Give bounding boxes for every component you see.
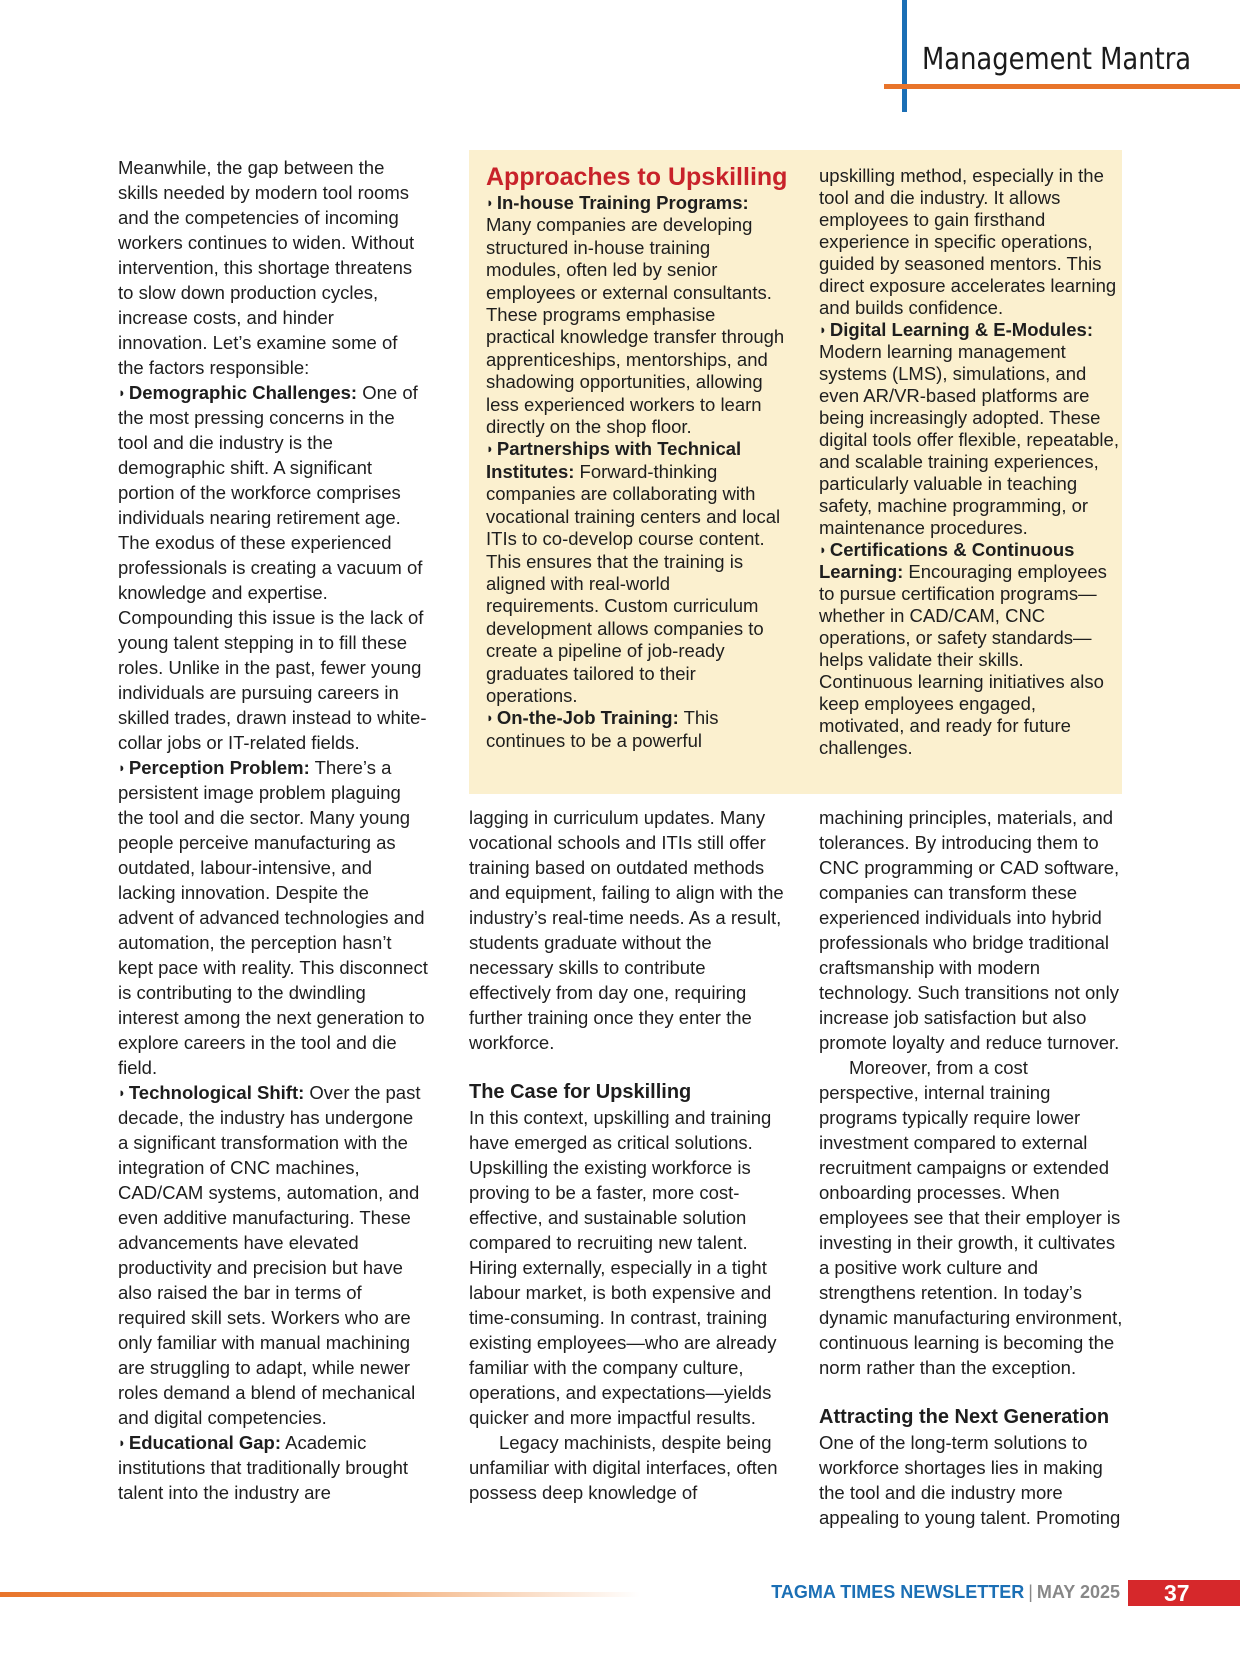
bullet-icon: ◗ [486, 441, 494, 457]
digital-text: Modern learning management systems (LMS), simulations, and even AR/VR-based platforms are being increasingly adopted. These digital tools offer flexible, repeatable, and scalable training experiences, particularly valuable in teaching safety, machine programming, or maintenance procedures. [819, 341, 1119, 538]
spacer [469, 1055, 785, 1080]
footer-masthead [771, 1582, 1120, 1603]
case-paragraph-1: In this context, upskilling and training have emerged as critical solutions. Upskilling the existing workforce is proving to be a faster, more cost-effective, and sustainable solution compared to recruiting new talent. Hiring externally, especially in a tight labour market, is both expensive and time-consuming. In contrast, training existing employees—who are already familiar with the company culture, operations, and expectations—yields quicker and more impactful results. [469, 1107, 777, 1428]
bullet-icon: ◗ [819, 322, 827, 337]
bullet-icon: ◗ [118, 760, 126, 775]
bullet-text: There’s a persistent image problem plaguing the tool and die sector. Many young people perceive manufacturing as outdated, labour-intensive, and lacking innovation. Despite the advent of advanced technologies and automation, the perception hasn’t kept pace with reality. This disconnect is contributing to the dwindling interest among the next generation to explore careers in the tool and die field. [118, 757, 428, 1078]
bullet-icon: ◗ [118, 385, 126, 400]
column-3 [819, 805, 1127, 1530]
bullet-digital [819, 319, 1119, 341]
bullet-text: This continues to be a powerful [486, 707, 719, 751]
spacer [819, 1380, 1127, 1405]
bullet-icon: ◗ [118, 1085, 126, 1100]
bullet-inhouse [486, 192, 788, 214]
column-1 [118, 155, 428, 1505]
bullet-text: One of the most pressing concerns in the tool and die industry is the demographic shift. A significant portion of the workforce comprises individuals nearing retirement age. The exodus of these experienced professionals is creating a vacuum of knowledge and expertise. Compounding this issue is the lack of young talent stepping in to fill these roles. Unlike in the past, fewer young individuals are pursuing careers in skilled trades, drawn instead to white-collar jobs or IT-related fields. [118, 382, 427, 753]
bullet-technological [118, 1080, 428, 1430]
intro-paragraph: Meanwhile, the gap between the skills needed by modern tool rooms and the competencies of incoming workers continues to widen. Without intervention, this shortage threatens to slow down production cycles, increase costs, and hinder innovation. Let’s examine some of the factors responsible: [118, 157, 415, 378]
bullet-text: Over the past decade, the industry has undergone a significant transformation with the integration of CNC machines, CAD/CAM systems, automation, and even additive manufacturing. These advancements have elevated productivity and precision but have also raised the bar in terms of required skill sets. Workers who are only familiar with manual machining are struggling to adapt, while newer roles demand a blend of mechanical and digital competencies. [118, 1082, 421, 1428]
bullet-title: Technological Shift: [128, 1082, 305, 1103]
footer-separator: | [1028, 1582, 1033, 1602]
page-number: 37 [1128, 1580, 1240, 1606]
footer-date: MAY 2025 [1036, 1582, 1120, 1602]
bullet-icon: ◗ [486, 195, 494, 210]
bullet-icon: ◗ [819, 542, 827, 557]
footer-rule [0, 1592, 640, 1597]
next-generation-paragraph: One of the long-term solutions to workforce shortages lies in making the tool and die industry more appealing to young talent. Promoting [819, 1432, 1121, 1528]
bullet-icon: ◗ [118, 1435, 126, 1450]
educational-gap-continued: lagging in curriculum updates. Many vocational schools and ITIs still offer training based on outdated methods and equipment, failing to align with the industry’s real-time needs. As a result, students graduate without the necessary skills to contribute effectively from day one, requiring further training once they enter the workforce. [469, 807, 784, 1053]
ojt-continued: upskilling method, especially in the tool and die industry. It allows employees to gain firsthand experience in specific operations, guided by seasoned mentors. This direct exposure accelerates learning and builds confidence. [819, 165, 1117, 318]
bullet-title: Digital Learning & E-Modules: [829, 319, 1093, 340]
bullet-title: Demographic Challenges: [128, 382, 358, 403]
bullet-perception [118, 755, 428, 1080]
sidebar-column-2 [819, 165, 1119, 759]
sidebar-title: Approaches to Upskilling [486, 163, 788, 191]
bullet-text: Encouraging employees to pursue certification programs—whether in CAD/CAM, CNC operations, or safety standards—helps validate their skills. Continuous learning initiatives also keep employees engaged, motivated, and ready for future challenges. [819, 561, 1107, 758]
col3-paragraph-2: Moreover, from a cost perspective, internal training programs typically require lower investment compared to external recruitment campaigns or extended onboarding processes. When employees see that their employer is investing in their growth, it cultivates a positive work culture and strengthens retention. In today’s dynamic manufacturing environment, continuous learning is becoming the norm rather than the exception. [819, 1057, 1123, 1378]
section-title: Management Mantra [922, 42, 1192, 77]
footer-brand: TAGMA TIMES NEWSLETTER [771, 1582, 1025, 1602]
header-horizontal-rule [884, 84, 1240, 89]
bullet-title: Certifications & Continuous Learning: [819, 539, 1075, 582]
bullet-demographic [118, 380, 428, 755]
inhouse-text: Many companies are developing structured in-house training modules, often led by senior employees or external consultants. These programs emphasise practical knowledge transfer through apprenticeships, mentorships, and shadowing opportunities, allowing less experienced workers to learn directly on the shop floor. [486, 214, 785, 438]
bullet-title: Perception Problem: [128, 757, 310, 778]
bullet-text: Academic institutions that traditionally brought talent into the industry are [118, 1432, 409, 1503]
sidebar-column-1 [486, 162, 788, 752]
bullet-title: Educational Gap: [128, 1432, 281, 1453]
bullet-icon: ◗ [486, 710, 494, 726]
header-vertical-rule [902, 0, 907, 112]
bullet-text: Forward-thinking companies are collaborating with vocational training centers and local ITIs to co-develop course content. This ensures that the training is aligned with real-world requirements. Custom curriculum development allows companies to create a pipeline of job-ready graduates tailored to their operations. [486, 460, 781, 706]
case-paragraph-2: Legacy machinists, despite being unfamiliar with digital interfaces, often possess deep knowledge of [469, 1432, 778, 1503]
bullet-title: In-house Training Programs: [496, 192, 749, 213]
bullet-title: On-the-Job Training: [496, 707, 679, 729]
bullet-ojt [486, 707, 788, 752]
next-generation-heading: Attracting the Next Generation [819, 1406, 1110, 1428]
bullet-educational [118, 1430, 428, 1505]
case-heading: The Case for Upskilling [469, 1081, 692, 1103]
bullet-title: Partnerships with Technical Institutes: [486, 438, 742, 482]
bullet-partnerships [486, 438, 788, 707]
column-2 [469, 805, 785, 1505]
col3-paragraph-1: machining principles, materials, and tolerances. By introducing them to CNC programming or CAD software, companies can transform these experienced individuals into hybrid professionals who bridge traditional craftsmanship with modern technology. Such transitions not only increase job satisfaction but also promote loyalty and reduce turnover. [819, 807, 1120, 1053]
bullet-certifications [819, 539, 1119, 759]
